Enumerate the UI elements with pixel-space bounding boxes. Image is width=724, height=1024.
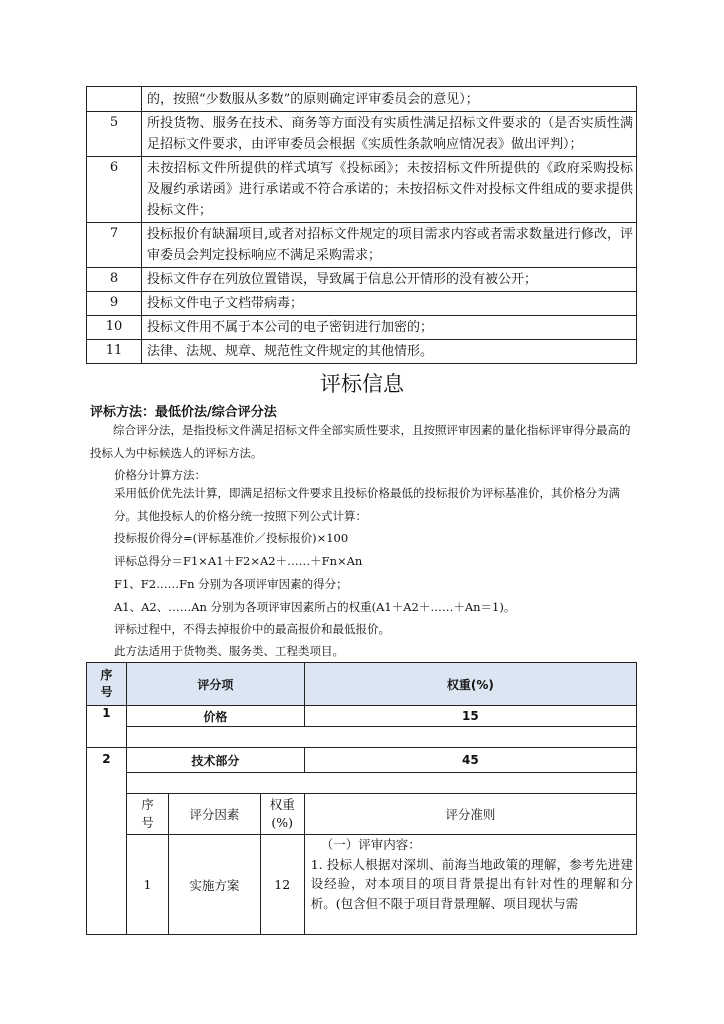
invalid-bid-table bbox=[86, 86, 637, 364]
sub-row-weight: 12 bbox=[260, 835, 304, 935]
paragraph-applicability: 此方法适用于货物类、服务类、工程类项目。 bbox=[114, 644, 344, 658]
paragraph-f-definition: F1、F2……Fn 分别为各项评审因素的得分； bbox=[114, 577, 348, 591]
table-row-spacer bbox=[87, 727, 637, 748]
table-row bbox=[87, 157, 637, 223]
table-row bbox=[87, 223, 637, 268]
table-row bbox=[87, 292, 637, 316]
criteria-body: 1. 投标人根据对深圳、前海当地政策的理解，参考先进建设经验，对本项目的项目背景提出有针对性的理解和分析。(包含但不限于项目背景理解、项目现状与需 bbox=[310, 856, 633, 911]
header-item: 评分项 bbox=[126, 663, 304, 706]
row-seq: 2 bbox=[87, 748, 127, 935]
formula-price-score: 投标报价得分=(评标基准价／投标报价)×100 bbox=[114, 531, 349, 545]
section-title: 评标信息 bbox=[320, 372, 404, 396]
subheader-criteria: 评分准则 bbox=[304, 794, 636, 835]
row-weight: 15 bbox=[304, 706, 636, 727]
row-item: 技术部分 bbox=[126, 748, 304, 773]
method-title: 评标方法：最低价法/综合评分法 bbox=[90, 405, 277, 420]
criteria-heading: （一）评审内容： bbox=[320, 837, 421, 852]
row-text: 投标文件电子文档带病毒； bbox=[142, 292, 637, 316]
row-number bbox=[87, 87, 142, 112]
table-row bbox=[87, 748, 637, 773]
sub-row-seq: 1 bbox=[126, 835, 168, 935]
row-number: 10 bbox=[87, 316, 142, 340]
row-text: 投标报价有缺漏项目,或者对招标文件规定的项目需求内容或者需求数量进行修改，评审委员会判定投标响应不满足采购需求； bbox=[142, 223, 637, 268]
scoring-table bbox=[86, 662, 637, 935]
paragraph-a-definition: A1、A2、……An 分别为各项评审因素所占的权重(A1＋A2＋……＋An＝1)。 bbox=[114, 600, 516, 614]
header-weight: 权重(%) bbox=[304, 663, 636, 706]
table-row bbox=[87, 316, 637, 340]
table-row bbox=[87, 112, 637, 157]
row-text: 法律、法规、规章、规范性文件规定的其他情形。 bbox=[142, 340, 637, 364]
paragraph-price-method: 价格分计算方法： bbox=[114, 468, 206, 482]
formula-total-score: 评标总得分＝F1×A1＋F2×A2＋……＋Fn×An bbox=[114, 554, 363, 568]
table-row bbox=[87, 706, 637, 727]
row-item: 价格 bbox=[126, 706, 304, 727]
row-text: 未按招标文件所提供的样式填写《投标函》；未按招标文件所提供的《政府采购投标及履约承诺函》进行承诺或不符合承诺的；未按招标文件对投标文件组成的要求提供投标文件； bbox=[142, 157, 637, 223]
empty-cell bbox=[126, 773, 636, 794]
row-text: 投标文件存在列放位置错误，导致属于信息公开情形的没有被公开； bbox=[142, 268, 637, 292]
header-seq: 序号 bbox=[87, 663, 127, 706]
sub-row bbox=[87, 835, 637, 935]
paragraph-intro: 综合评分法，是指投标文件满足招标文件全部实质性要求，且按照评审因素的量化指标评审得分最高的投标人为中标候选人的评标方法。 bbox=[90, 423, 631, 460]
row-number: 7 bbox=[87, 223, 142, 268]
row-number: 8 bbox=[87, 268, 142, 292]
sub-row-factor: 实施方案 bbox=[168, 835, 260, 935]
table-row bbox=[87, 268, 637, 292]
row-number: 6 bbox=[87, 157, 142, 223]
row-number: 9 bbox=[87, 292, 142, 316]
paragraph-low-price: 采用低价优先法计算，即满足招标文件要求且投标价格最低的投标报价为评标基准价，其价格分为满分。其他投标人的价格分统一按照下列公式计算： bbox=[114, 486, 620, 523]
table-row bbox=[87, 340, 637, 364]
subheader-weight: 权重(%) bbox=[260, 794, 304, 835]
table-header-row bbox=[87, 663, 637, 706]
table-row bbox=[87, 87, 637, 112]
paragraph-price-rule: 评标过程中，不得去掉报价中的最高报价和最低报价。 bbox=[114, 622, 390, 636]
table-row-spacer bbox=[87, 773, 637, 794]
sub-row-criteria bbox=[304, 835, 636, 935]
row-seq: 1 bbox=[87, 706, 127, 748]
row-number: 5 bbox=[87, 112, 142, 157]
row-weight: 45 bbox=[304, 748, 636, 773]
sub-header-row bbox=[87, 794, 637, 835]
row-text: 投标文件用不属于本公司的电子密钥进行加密的； bbox=[142, 316, 637, 340]
subheader-seq: 序号 bbox=[126, 794, 168, 835]
empty-cell bbox=[126, 727, 636, 748]
row-number: 11 bbox=[87, 340, 142, 364]
subheader-factor: 评分因素 bbox=[168, 794, 260, 835]
row-text: 所投货物、服务在技术、商务等方面没有实质性满足招标文件要求的（是否实质性满足招标文件要求，由评审委员会根据《实质性条款响应情况表》做出评判）； bbox=[142, 112, 637, 157]
row-text: 的，按照“少数服从多数”的原则确定评审委员会的意见）； bbox=[142, 87, 637, 112]
